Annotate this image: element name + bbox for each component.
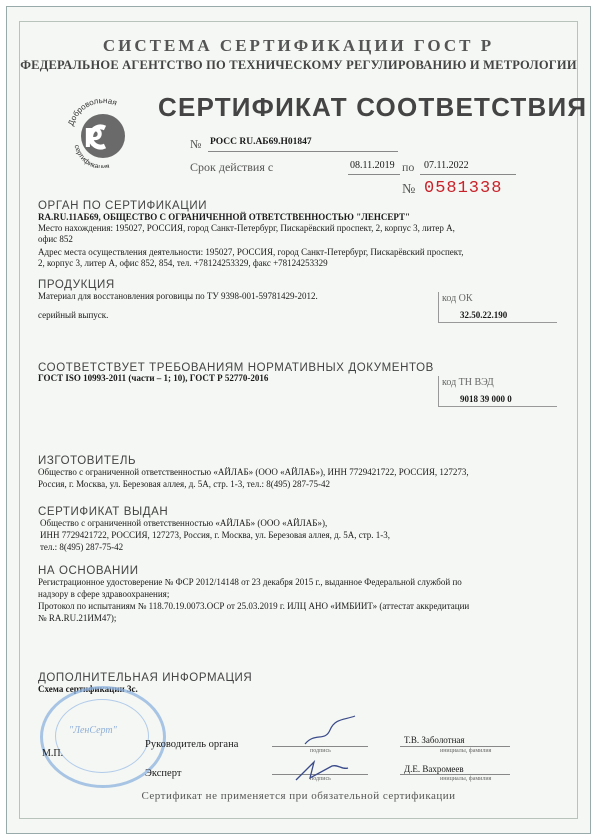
basis-line-2: надзору в сфере здравоохранения;	[38, 589, 170, 599]
conformity-heading: СООТВЕТСТВУЕТ ТРЕБОВАНИЯМ НОРМАТИВНЫХ ДОКУМЕНТОВ	[38, 362, 434, 374]
organ-line-1: RA.RU.11АБ69, ОБЩЕСТВО С ОГРАНИЧЕННОЙ ОТВЕТСТВЕННОСТЬЮ "ЛЕНСЕРТ"	[38, 212, 411, 222]
valid-from-underline	[348, 174, 400, 175]
additional-line-1: Схема сертификации 3с.	[38, 684, 138, 694]
organ-line-4: Адрес места осуществления деятельности: 195027, РОССИЯ, город Санкт-Петербург, Пискарёвский проспект,	[38, 247, 464, 257]
expert-name: Д.Е. Вахромеев	[404, 764, 464, 774]
stamp-inner-ring	[55, 699, 149, 773]
number-label: №	[190, 137, 202, 151]
expert-name-caption: инициалы, фамилия	[440, 776, 492, 782]
certificate-title: СЕРТИФИКАТ СООТВЕТСТВИЯ	[158, 92, 588, 122]
basis-heading: НА ОСНОВАНИИ	[38, 565, 139, 577]
mp-label: М.П.	[42, 748, 64, 759]
tnved-code-label: код ТН ВЭД	[442, 377, 494, 388]
head-signature-icon	[300, 712, 360, 757]
validity-label: Срок действия с	[190, 160, 274, 174]
head-name: Т.В. Заболотная	[404, 735, 465, 745]
manufacturer-line-2: Россия, г. Москва, ул. Березовая аллея, д. 5А, стр. 1-3, тел.: 8(495) 287-75-42	[38, 479, 330, 489]
basis-line-4: № RA.RU.21ИМ47);	[38, 613, 117, 623]
head-sign-caption: подпись	[310, 748, 331, 754]
head-name-line	[400, 746, 510, 747]
certificate-number: РОСС RU.АБ69.Н01847	[210, 137, 312, 147]
svg-text:P: P	[84, 122, 103, 153]
ok-code: 32.50.22.190	[460, 310, 508, 320]
product-line-2: серийный выпуск.	[38, 310, 109, 320]
manufacturer-heading: ИЗГОТОВИТЕЛЬ	[38, 455, 137, 467]
issued-heading: СЕРТИФИКАТ ВЫДАН	[38, 506, 169, 518]
manufacturer-line-1: Общество с ограниченной ответственностью «АЙЛАБ» (ООО «АЙЛАБ»), ИНН 7729421722, РОССИЯ, 127273,	[38, 467, 469, 477]
head-label: Руководитель органа	[145, 739, 239, 750]
product-line-1: Материал для восстановления роговицы по ТУ 9398-001-59781429-2012.	[38, 291, 318, 301]
organ-line-3: офис 852	[38, 234, 73, 244]
valid-from: 08.11.2019	[350, 160, 395, 171]
number-underline	[208, 151, 398, 152]
stamp-text: "ЛенСерт"	[69, 725, 117, 736]
system-title: СИСТЕМА СЕРТИФИКАЦИИ ГОСТ Р	[102, 36, 495, 55]
valid-to-underline	[420, 174, 516, 175]
issued-line-3: тел.: 8(495) 287-75-42	[40, 542, 124, 552]
logo-bottom-text: сертификация	[72, 144, 111, 168]
blank-number: 0581338	[424, 179, 503, 198]
expert-signature-icon	[292, 752, 352, 791]
to-label: по	[402, 160, 415, 174]
agency-title: ФЕДЕРАЛЬНОЕ АГЕНТСТВО ПО ТЕХНИЧЕСКОМУ РЕГУЛИРОВАНИЮ И МЕТРОЛОГИИ	[20, 58, 577, 72]
organ-heading: ОРГАН ПО СЕРТИФИКАЦИИ	[38, 200, 208, 212]
head-name-caption: инициалы, фамилия	[440, 748, 492, 754]
product-heading: ПРОДУКЦИЯ	[38, 279, 115, 291]
logo-top-text: Добровольная	[66, 98, 119, 127]
organ-line-2: Место нахождения: 195027, РОССИЯ, город Санкт-Петербург, Пискарёвский проспект, 2, корпус 3, литер А,	[38, 223, 455, 233]
footer-note: Сертификат не применяется при обязательной сертификации	[141, 790, 456, 802]
additional-heading: ДОПОЛНИТЕЛЬНАЯ ИНФОРМАЦИЯ	[38, 672, 253, 684]
gost-r-logo	[64, 98, 142, 168]
issued-line-1: Общество с ограниченной ответственностью «АЙЛАБ» (ООО «АЙЛАБ»),	[40, 518, 328, 528]
blank-number-label: №	[402, 182, 416, 197]
expert-label: Эксперт	[145, 768, 182, 779]
issued-line-2: ИНН 7729421722, РОССИЯ, 127273, Россия, г. Москва, ул. Березовая аллея, д. 5А, стр. 1-3,	[40, 530, 391, 540]
expert-sign-caption: подпись	[310, 776, 331, 782]
basis-line-3: Протокол по испытаниям № 118.70.19.0073.ОСР от 25.03.2019 г. ИЛЦ АНО «ИМБИИТ» (аттестат аккредитации	[38, 601, 470, 611]
valid-to: 07.11.2022	[424, 160, 469, 171]
basis-line-1: Регистрационное удостоверение № ФСР 2012/14148 от 23 декабря 2015 г., выданное Федеральной службой по	[38, 577, 462, 587]
organ-line-5: 2, корпус 3, литер А, офис 852, 854, тел. +78124253329, факс +78124253329	[38, 258, 328, 268]
ok-code-label: код ОК	[442, 293, 473, 304]
gost-r-logo-icon	[64, 98, 142, 168]
expert-name-line	[400, 774, 510, 775]
conformity-line-1: ГОСТ ISO 10993-2011 (части – 1; 10), ГОСТ Р 52770-2016	[38, 373, 269, 383]
tnved-code: 9018 39 000 0	[460, 394, 512, 404]
